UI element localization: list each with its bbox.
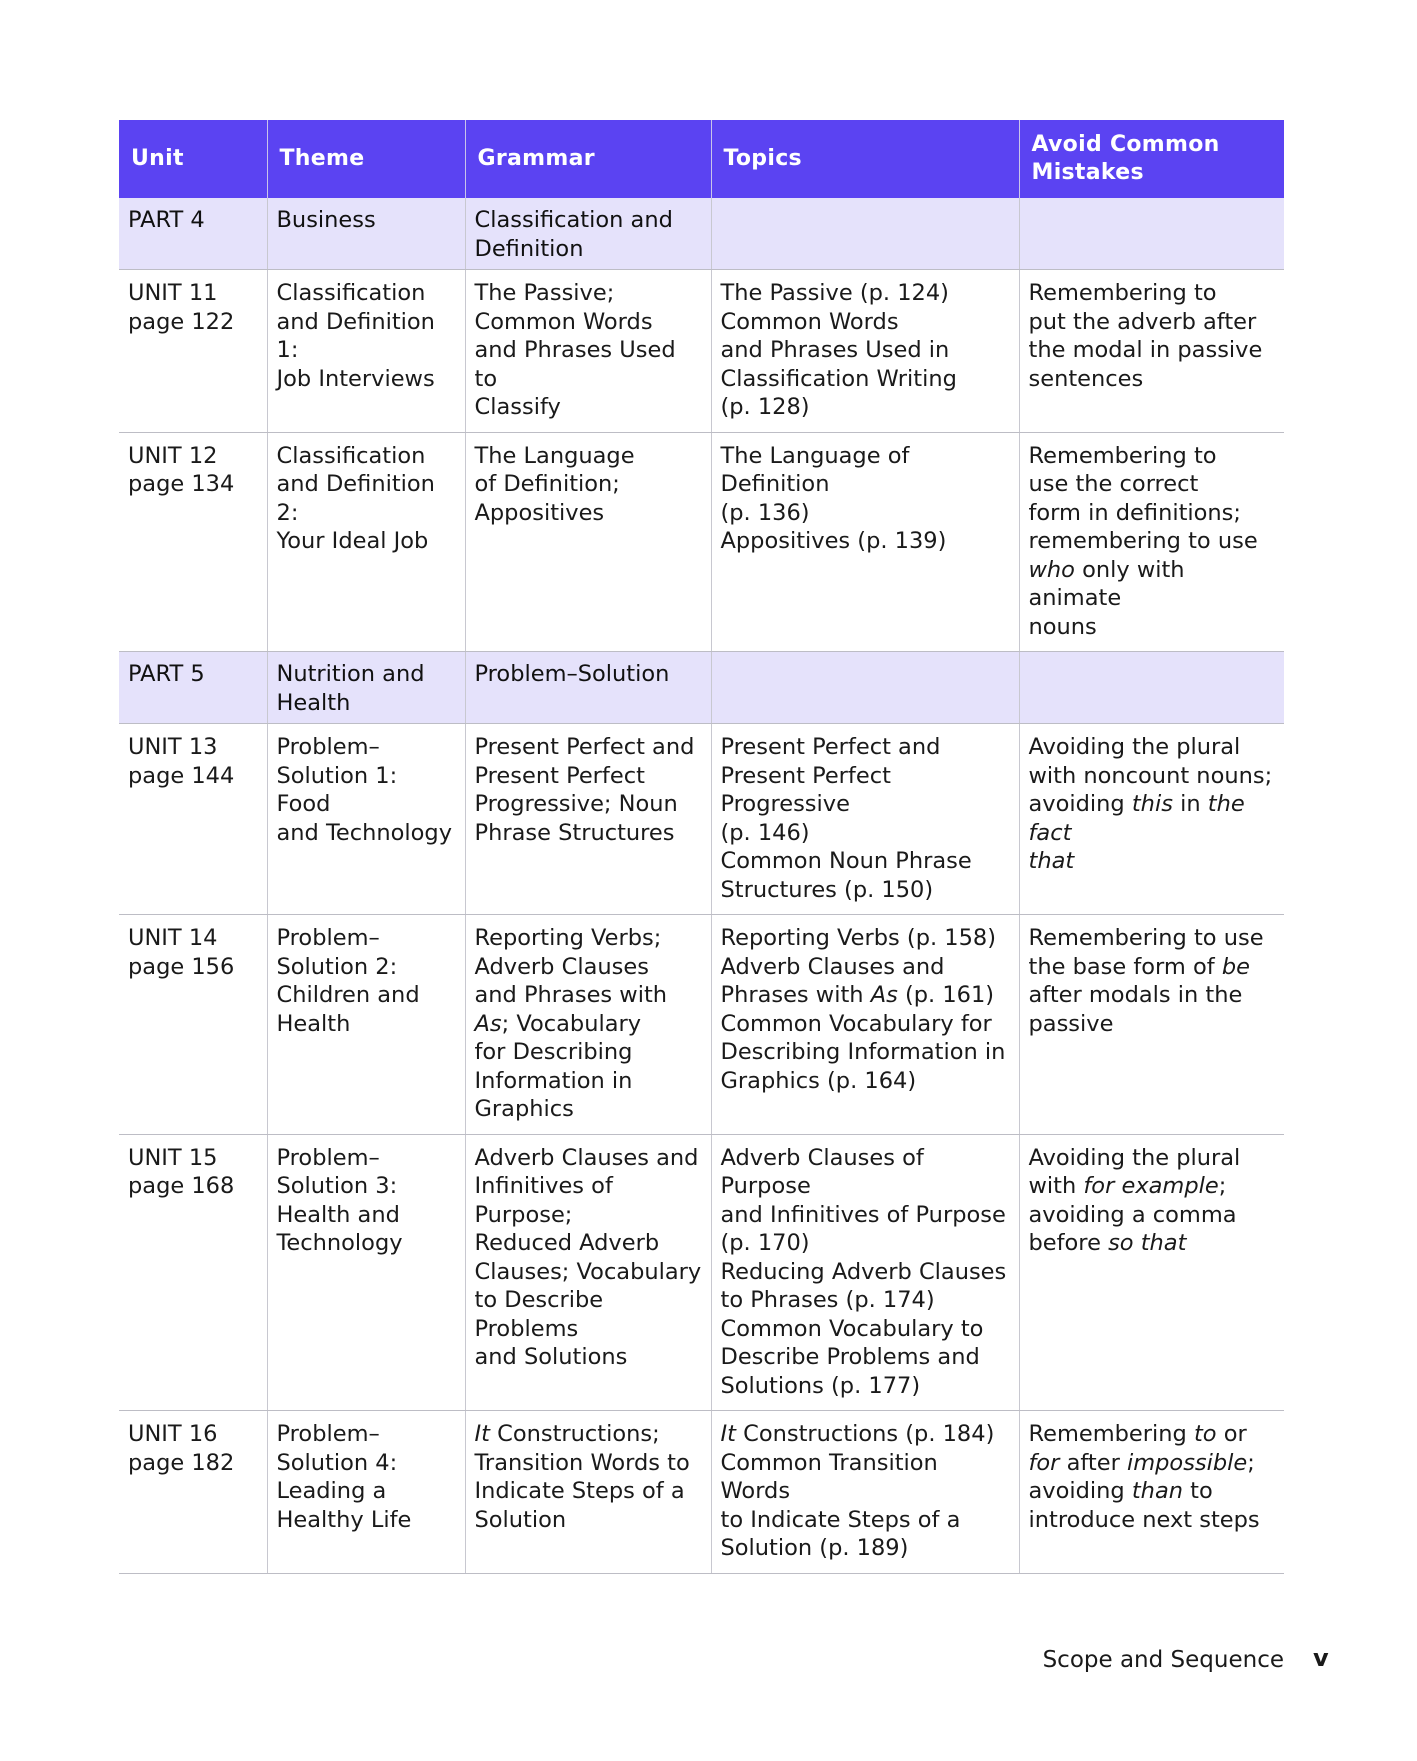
- unit-page: page 122: [128, 308, 235, 335]
- part-topics: [711, 198, 1019, 270]
- italic-term: that: [1028, 848, 1075, 874]
- unit-page: page 134: [128, 471, 235, 497]
- cell-line: Reporting Verbs (p. 158): [720, 925, 997, 951]
- italic-term: than: [1131, 1478, 1183, 1504]
- table-row: [119, 270, 1284, 433]
- part-theme: [267, 198, 465, 270]
- cell-line: Problem–: [276, 1421, 380, 1447]
- cell-line: Structures (p. 150): [720, 876, 934, 903]
- cell-line: to Describe Problems: [474, 1287, 604, 1342]
- italic-term: the fact: [1028, 791, 1245, 846]
- cell-line: Classification and: [474, 207, 673, 233]
- unit-cell: [119, 1134, 267, 1411]
- cell-fragment: avoiding: [1028, 791, 1132, 817]
- grammar-cell: [465, 1411, 711, 1574]
- cell-line: Common Vocabulary for: [720, 1010, 992, 1037]
- cell-line: (p. 128): [720, 394, 810, 420]
- cell-fragment: (p. 161): [897, 982, 995, 1008]
- topics-cell: [711, 1411, 1019, 1574]
- cell-line: sentences: [1028, 365, 1144, 392]
- grammar-cell: [465, 432, 711, 652]
- cell-line: Present Perfect and: [720, 734, 941, 760]
- topics-cell: [711, 1134, 1019, 1411]
- cell-line: [475, 1420, 702, 1449]
- italic-term: It: [720, 1421, 736, 1447]
- italic-term: It: [474, 1421, 490, 1447]
- cell-fragment: ;: [1218, 1173, 1227, 1199]
- cell-line: for Describing: [474, 1039, 633, 1065]
- header-mistakes-line: Mistakes: [1031, 160, 1144, 185]
- cell-line: Classification: [276, 442, 426, 469]
- grammar-cell: [465, 1134, 711, 1411]
- cell-line: Transition Words to: [474, 1449, 690, 1476]
- cell-line: and Infinitives of Purpose: [720, 1201, 1006, 1228]
- cell-fragment: Phrases with: [720, 982, 871, 1008]
- cell-line: use the correct: [1028, 471, 1199, 497]
- cell-line: to Indicate Steps of a: [720, 1506, 961, 1533]
- part-grammar: [465, 652, 711, 724]
- table-row: [119, 1411, 1284, 1574]
- cell-line: put the adverb after: [1028, 308, 1257, 335]
- italic-term: to: [1193, 1421, 1217, 1447]
- unit-cell: [119, 724, 267, 915]
- italic-term: As: [870, 982, 898, 1008]
- cell-line: Indicate Steps of a: [474, 1478, 685, 1504]
- mistakes-cell: [1019, 724, 1284, 915]
- scope-sequence-table: [119, 120, 1284, 1574]
- cell-line: [1029, 1172, 1276, 1201]
- grammar-cell: [465, 915, 711, 1135]
- cell-line: [1029, 1229, 1276, 1258]
- header-grammar: Grammar: [465, 120, 711, 198]
- cell-line: Appositives (p. 139): [720, 528, 947, 554]
- cell-line: Definition: [474, 235, 584, 262]
- topics-cell: [711, 270, 1019, 433]
- header-mistakes-line: Avoid Common: [1031, 132, 1220, 157]
- cell-line: The Passive (p. 124): [720, 280, 949, 306]
- cell-line: Solution 3:: [276, 1173, 398, 1199]
- cell-line: Common Words: [474, 308, 653, 335]
- cell-line: and Phrases with: [474, 982, 668, 1008]
- part-row: [119, 198, 1284, 270]
- cell-line: Information in: [474, 1067, 633, 1094]
- cell-line: Reporting Verbs;: [474, 925, 662, 951]
- cell-line: Problem–: [276, 925, 380, 951]
- cell-line: Present Perfect: [474, 762, 645, 789]
- italic-term: who: [1028, 556, 1075, 583]
- cell-line: form in definitions;: [1028, 499, 1241, 526]
- theme-cell: [267, 1411, 465, 1574]
- header-unit: Unit: [119, 120, 267, 198]
- part-label: PART 4: [119, 198, 267, 270]
- cell-line: Avoiding the plural: [1028, 1144, 1241, 1171]
- cell-line: Classification Writing: [720, 365, 957, 392]
- table-row: [119, 432, 1284, 652]
- part-topics: [711, 652, 1019, 724]
- cell-line: Common Vocabulary to: [720, 1315, 984, 1342]
- cell-fragment: before: [1028, 1230, 1109, 1256]
- cell-line: introduce next steps: [1028, 1506, 1260, 1533]
- cell-line: Present Perfect Progressive: [720, 762, 891, 817]
- cell-line: Common Noun Phrase: [720, 848, 972, 874]
- header-theme: Theme: [267, 120, 465, 198]
- table-row: [119, 1134, 1284, 1411]
- theme-cell: [267, 432, 465, 652]
- part-mistakes: [1019, 652, 1284, 724]
- cell-line: Children and: [276, 982, 420, 1008]
- cell-line: Healthy Life: [276, 1506, 412, 1533]
- cell-line: Reduced Adverb: [474, 1230, 660, 1256]
- cell-fragment: to: [1183, 1478, 1213, 1504]
- unit-cell: [119, 1411, 267, 1574]
- cell-line: Infinitives of Purpose;: [474, 1173, 613, 1228]
- cell-fragment: in: [1172, 791, 1208, 817]
- cell-line: Solutions (p. 177): [720, 1372, 921, 1399]
- cell-fragment: ; Vocabulary: [501, 1010, 642, 1037]
- italic-term: this: [1131, 791, 1173, 817]
- cell-line: and Solutions: [474, 1344, 628, 1370]
- mistakes-cell: [1019, 915, 1284, 1135]
- cell-line: the modal in passive: [1028, 337, 1263, 363]
- cell-line: Progressive; Noun: [474, 791, 678, 817]
- cell-line: Your Ideal Job: [276, 528, 429, 554]
- unit-page: page 144: [128, 762, 235, 789]
- grammar-cell: [465, 724, 711, 915]
- cell-line: Reducing Adverb Clauses: [720, 1258, 1007, 1285]
- unit-number: UNIT 13: [128, 734, 218, 760]
- italic-term: so that: [1108, 1230, 1187, 1256]
- cell-line: Solution (p. 189): [720, 1535, 909, 1561]
- footer-page-number: v: [1313, 1644, 1329, 1672]
- header-avoid-common-mistakes: [1019, 120, 1284, 198]
- cell-line: Classify: [474, 394, 561, 420]
- cell-fragment: ;: [1247, 1449, 1255, 1476]
- cell-fragment: after: [1059, 1449, 1127, 1476]
- table-row: [119, 915, 1284, 1135]
- italic-term: impossible: [1126, 1449, 1248, 1476]
- cell-line: of Definition;: [474, 471, 620, 497]
- cell-fragment: the base form of: [1028, 953, 1222, 980]
- cell-line: Solution 4:: [276, 1449, 398, 1476]
- part-mistakes: [1019, 198, 1284, 270]
- cell-line: avoiding a comma: [1028, 1201, 1237, 1228]
- cell-line: Present Perfect and: [474, 734, 695, 760]
- cell-line: Leading a: [276, 1478, 387, 1504]
- cell-line: Graphics: [474, 1096, 574, 1122]
- unit-page: page 168: [128, 1173, 235, 1199]
- cell-line: [721, 1420, 1010, 1449]
- cell-line: The Passive;: [474, 280, 615, 306]
- cell-line: to Phrases (p. 174): [720, 1287, 935, 1313]
- theme-cell: [267, 724, 465, 915]
- mistakes-cell: [1019, 270, 1284, 433]
- cell-line: [475, 1010, 702, 1039]
- mistakes-cell: [1019, 1411, 1284, 1574]
- grammar-cell: [465, 270, 711, 433]
- cell-line: (p. 170): [720, 1230, 810, 1256]
- cell-line: [721, 981, 1010, 1010]
- cell-line: Solution 2:: [276, 953, 398, 980]
- cell-line: Nutrition and: [276, 661, 425, 687]
- cell-line: [1029, 1449, 1276, 1478]
- cell-line: Job Interviews: [276, 365, 435, 392]
- unit-cell: [119, 915, 267, 1135]
- cell-fragment: or: [1216, 1421, 1247, 1447]
- theme-cell: [267, 270, 465, 433]
- italic-term: be: [1221, 953, 1250, 980]
- cell-line: [1029, 790, 1276, 847]
- header-topics: Topics: [711, 120, 1019, 198]
- cell-line: with noncount nouns;: [1028, 762, 1273, 789]
- unit-number: UNIT 11: [128, 280, 218, 306]
- topics-cell: [711, 915, 1019, 1135]
- cell-line: Remembering to: [1028, 442, 1217, 469]
- cell-line: Technology: [276, 1230, 403, 1256]
- cell-line: Adverb Clauses and: [474, 1144, 699, 1171]
- cell-line: Problem–: [276, 734, 380, 760]
- cell-line: [1029, 1477, 1276, 1506]
- cell-line: Problem–: [276, 1144, 380, 1171]
- unit-number: UNIT 15: [128, 1144, 218, 1171]
- theme-cell: [267, 1134, 465, 1411]
- unit-page: page 182: [128, 1449, 235, 1476]
- cell-line: Common Words: [720, 308, 899, 335]
- italic-term: As: [474, 1010, 502, 1037]
- unit-cell: [119, 432, 267, 652]
- cell-line: Adverb Clauses: [474, 953, 649, 980]
- cell-line: The Language of Definition: [720, 442, 910, 497]
- cell-line: Business: [276, 207, 376, 233]
- cell-line: and Technology: [276, 819, 453, 846]
- cell-line: (p. 136): [720, 499, 810, 526]
- part-grammar: [465, 198, 711, 270]
- table-row: [119, 724, 1284, 915]
- cell-line: after modals in the: [1028, 982, 1243, 1008]
- cell-line: Adverb Clauses of Purpose: [720, 1144, 924, 1199]
- cell-line: Graphics (p. 164): [720, 1067, 917, 1094]
- cell-line: remembering to use: [1028, 528, 1258, 554]
- part-label: PART 5: [119, 652, 267, 724]
- topics-cell: [711, 724, 1019, 915]
- cell-line: Solution 1: Food: [276, 762, 398, 817]
- cell-fragment: avoiding: [1028, 1478, 1132, 1504]
- cell-line: [1029, 953, 1276, 982]
- cell-line: and Definition 2:: [276, 471, 435, 526]
- cell-fragment: with: [1028, 1173, 1084, 1199]
- cell-line: Remembering to: [1028, 280, 1217, 306]
- cell-line: [1029, 847, 1276, 876]
- topics-cell: [711, 432, 1019, 652]
- italic-term: for example: [1083, 1173, 1219, 1199]
- cell-line: The Language: [474, 442, 635, 469]
- cell-line: Remembering to use: [1028, 925, 1264, 951]
- cell-fragment: Constructions (p. 184): [735, 1421, 995, 1447]
- cell-fragment: only with animate: [1028, 556, 1185, 611]
- cell-line: and Definition 1:: [276, 308, 435, 363]
- cell-line: nouns: [1028, 613, 1097, 640]
- cell-line: Avoiding the plural: [1028, 734, 1241, 760]
- cell-line: Solution: [474, 1506, 567, 1533]
- cell-line: Health: [276, 1010, 351, 1037]
- cell-line: and Phrases Used to: [474, 337, 676, 392]
- cell-line: [1029, 556, 1276, 613]
- cell-line: Classification: [276, 280, 426, 306]
- italic-term: for: [1028, 1449, 1060, 1476]
- cell-line: [1029, 1420, 1276, 1449]
- unit-number: UNIT 16: [128, 1421, 218, 1447]
- unit-page: page 156: [128, 953, 235, 980]
- mistakes-cell: [1019, 1134, 1284, 1411]
- mistakes-cell: [1019, 432, 1284, 652]
- cell-line: and Phrases Used in: [720, 337, 950, 363]
- cell-line: Health: [276, 689, 351, 716]
- cell-line: (p. 146): [720, 819, 810, 846]
- unit-number: UNIT 14: [128, 925, 218, 951]
- unit-number: UNIT 12: [128, 442, 218, 469]
- cell-line: Describe Problems and: [720, 1344, 980, 1370]
- cell-line: Common Transition Words: [720, 1449, 938, 1504]
- cell-line: passive: [1028, 1010, 1114, 1037]
- footer-section-title: Scope and Sequence: [1042, 1647, 1284, 1673]
- theme-cell: [267, 915, 465, 1135]
- part-theme: [267, 652, 465, 724]
- cell-line: Problem–Solution: [474, 661, 670, 687]
- cell-line: Clauses; Vocabulary: [474, 1258, 702, 1285]
- cell-fragment: Remembering: [1028, 1421, 1194, 1447]
- cell-line: Phrase Structures: [474, 819, 675, 846]
- part-row: [119, 652, 1284, 724]
- unit-cell: [119, 270, 267, 433]
- cell-line: Health and: [276, 1201, 400, 1228]
- header-row: [119, 120, 1284, 198]
- cell-line: Appositives: [474, 499, 605, 526]
- cell-line: Adverb Clauses and: [720, 953, 945, 980]
- cell-line: Describing Information in: [720, 1039, 1006, 1065]
- cell-fragment: Constructions;: [489, 1421, 660, 1447]
